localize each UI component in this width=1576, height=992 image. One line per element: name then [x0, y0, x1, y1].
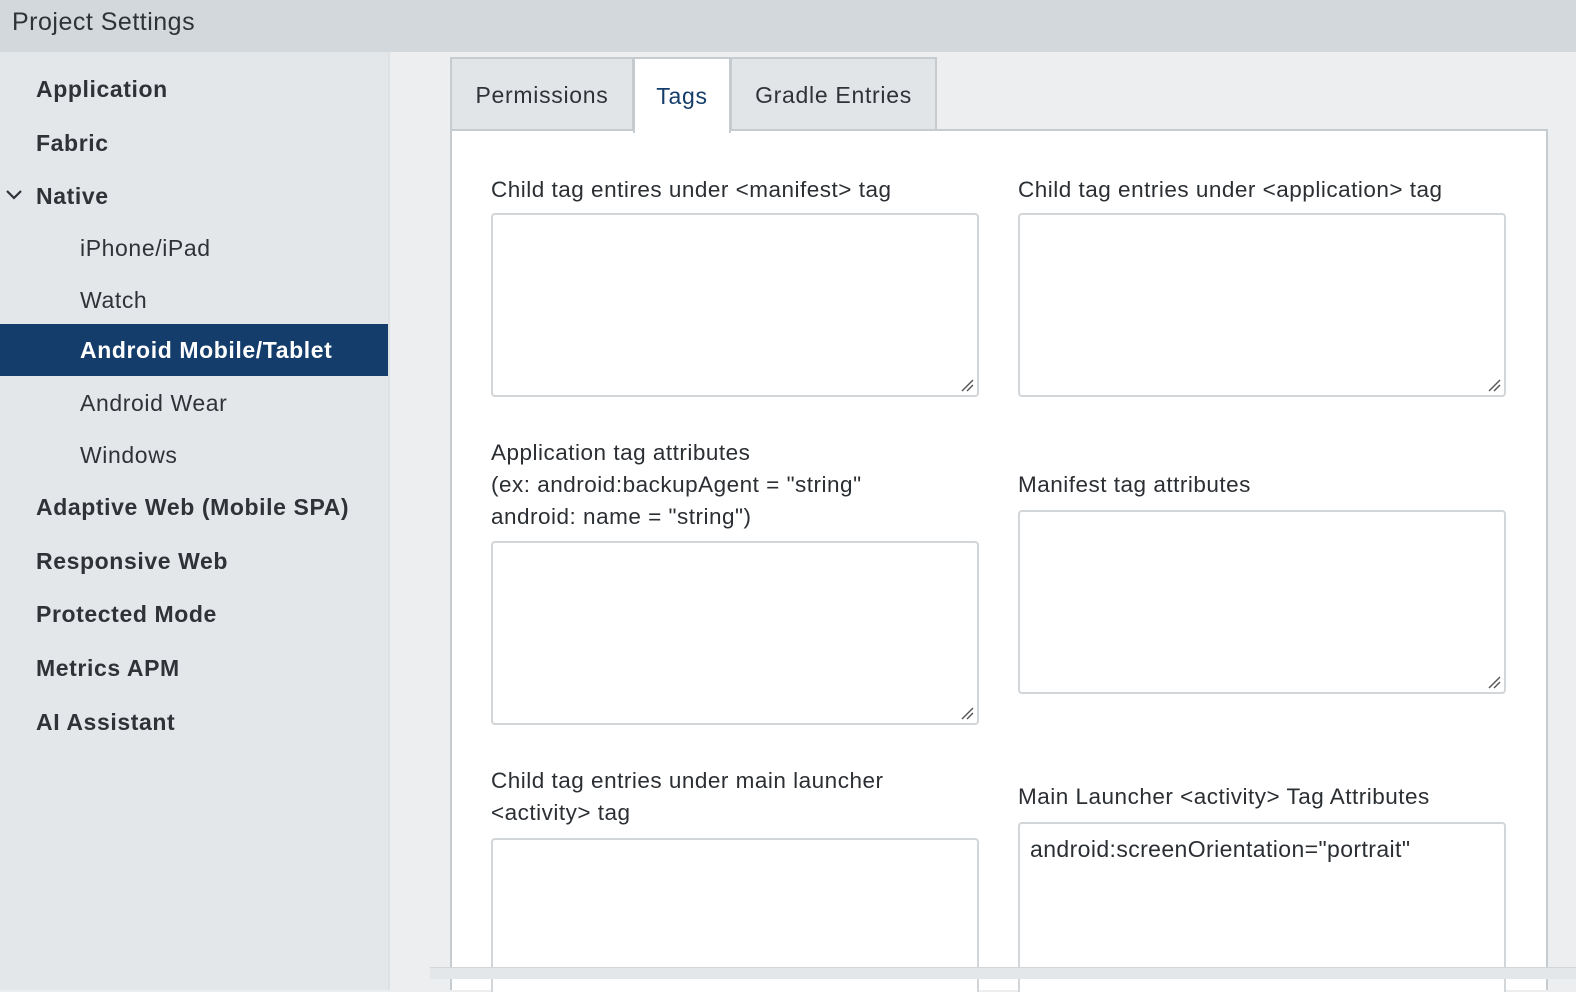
tab-label: Tags: [656, 82, 708, 109]
tab-label: Gradle Entries: [755, 81, 912, 108]
sidebar-item-label: Adaptive Web (Mobile SPA): [36, 493, 350, 520]
resize-grip-icon[interactable]: [960, 378, 974, 392]
sidebar-item-android-wear[interactable]: [0, 377, 388, 429]
manifest-tag-attributes-textarea[interactable]: [1018, 510, 1506, 694]
sidebar-item-label: Native: [36, 182, 109, 209]
sidebar-item-native[interactable]: [0, 170, 388, 222]
sidebar-item-label: Watch: [80, 286, 148, 313]
sidebar-item-protected-mode[interactable]: [0, 588, 388, 640]
sidebar-item-label: Fabric: [36, 129, 109, 156]
sidebar-item-iphone-ipad[interactable]: [0, 222, 388, 274]
sidebar-item-label: Responsive Web: [36, 547, 229, 574]
resize-grip-icon[interactable]: [1487, 378, 1501, 392]
launcher-child-tags-label: Child tag entries under main launcher <activity> tag: [491, 768, 884, 825]
manifest-child-tags-label: Child tag entires under <manifest> tag: [491, 177, 892, 202]
application-child-tags-textarea[interactable]: [1018, 213, 1506, 397]
sidebar-item-label: AI Assistant: [36, 708, 176, 735]
sidebar-item-adaptive-web[interactable]: [0, 481, 388, 533]
application-tag-attributes-textarea[interactable]: [491, 541, 979, 725]
sidebar-item-responsive-web[interactable]: [0, 535, 388, 587]
launcher-tag-attributes-label: Main Launcher <activity> Tag Attributes: [1018, 784, 1430, 809]
tab-gradle-entries[interactable]: [730, 57, 937, 131]
window-title: Project Settings: [12, 8, 196, 36]
sidebar-item-fabric[interactable]: [0, 117, 388, 169]
sidebar-item-windows[interactable]: [0, 429, 388, 481]
horizontal-scrollbar[interactable]: [430, 967, 1576, 979]
tab-label: Permissions: [475, 81, 609, 108]
settings-sidebar: [0, 52, 388, 990]
sidebar-item-label: Application: [36, 75, 168, 102]
sidebar-item-ai-assistant[interactable]: [0, 696, 388, 748]
sidebar-item-label: Android Mobile/Tablet: [80, 336, 333, 363]
sidebar-item-android-mobile-tablet[interactable]: [0, 324, 388, 376]
application-child-tags-label: Child tag entries under <application> tag: [1018, 177, 1443, 202]
textarea-value: android:screenOrientation="portrait": [1030, 836, 1411, 862]
application-tag-attributes-label: Application tag attributes (ex: android:backupAgent = "string" android: name = "string"): [491, 440, 862, 529]
main-content: [390, 52, 1576, 990]
tab-tags[interactable]: [633, 57, 731, 133]
manifest-child-tags-textarea[interactable]: [491, 213, 979, 397]
sidebar-item-watch[interactable]: [0, 274, 388, 326]
sidebar-item-label: Android Wear: [80, 389, 228, 416]
chevron-down-icon[interactable]: [5, 186, 23, 204]
tab-permissions[interactable]: [450, 57, 634, 131]
tags-panel: [450, 129, 1548, 990]
resize-grip-icon[interactable]: [1487, 675, 1501, 689]
window-title-bar: [0, 0, 1576, 52]
sidebar-item-label: Windows: [80, 441, 178, 468]
sidebar-item-application[interactable]: [0, 63, 388, 115]
sidebar-item-label: Metrics APM: [36, 654, 180, 681]
sidebar-item-label: Protected Mode: [36, 600, 217, 627]
sidebar-item-metrics-apm[interactable]: [0, 642, 388, 694]
sidebar-item-label: iPhone/iPad: [80, 234, 211, 261]
resize-grip-icon[interactable]: [960, 706, 974, 720]
manifest-tag-attributes-label: Manifest tag attributes: [1018, 472, 1251, 497]
